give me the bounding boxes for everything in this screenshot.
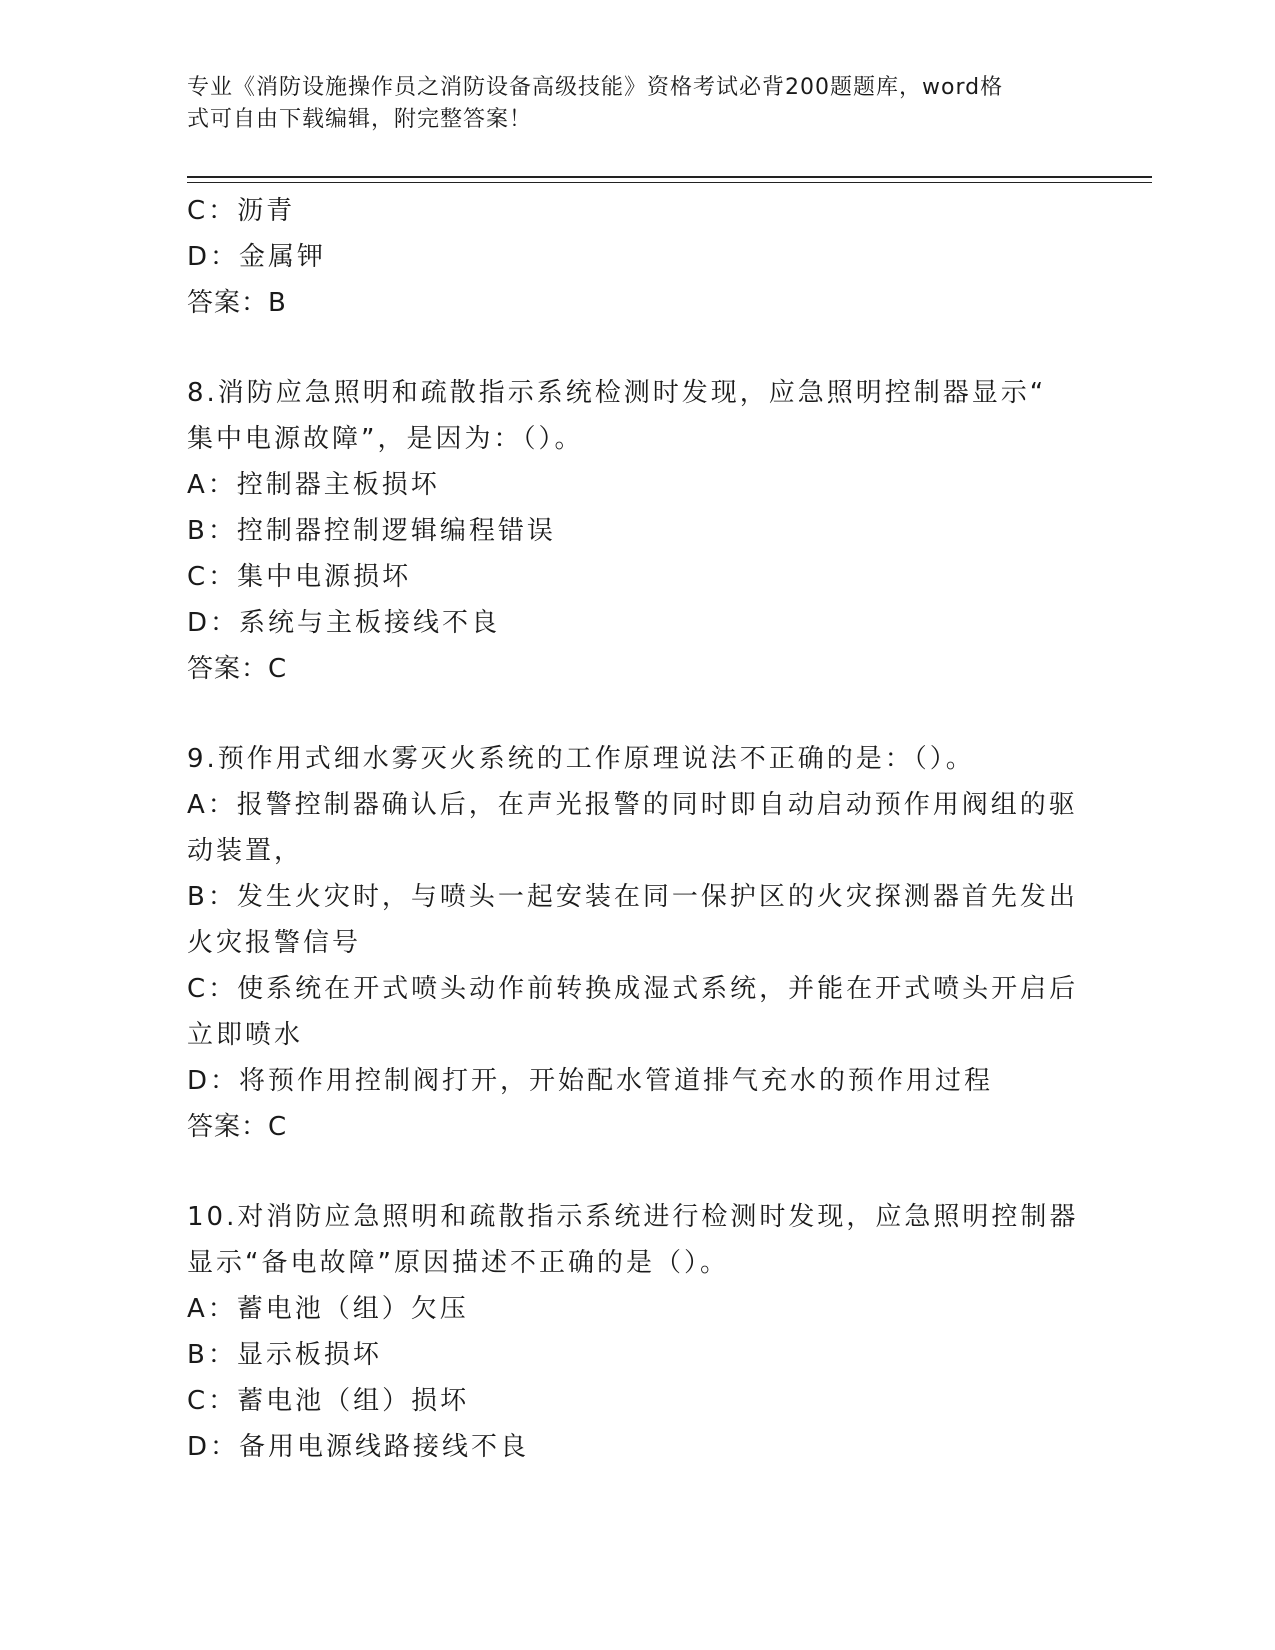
spacer (187, 326, 1087, 370)
answer-line: 答案：B (187, 288, 287, 318)
header-line-1: 专业《消防设施操作员之消防设备高级技能》资格考试必背200题题库，word格 (187, 75, 1004, 100)
option-b: B：显示板损坏 (187, 1340, 382, 1370)
option-line: D：金属钾 (187, 242, 327, 272)
question-9 (187, 736, 1087, 1150)
header-line-2: 式可自由下载编辑，附完整答案！ (187, 107, 533, 132)
question-text-line: 10.对消防应急照明和疏散指示系统进行检测时发现，应急照明控制器 (187, 1202, 1079, 1232)
option-b-continued: 火灾报警信号 (187, 928, 362, 958)
option-c: C：蓄电池（组）损坏 (187, 1386, 470, 1416)
option-a: A：报警控制器确认后，在声光报警的同时即自动启动预作用阀组的驱 (187, 790, 1078, 820)
document-header (187, 72, 1087, 136)
option-a: A：蓄电池（组）欠压 (187, 1294, 469, 1324)
answer-line: 答案：C (187, 654, 288, 684)
answer-line: 答案：C (187, 1112, 288, 1142)
question-text-line: 显示“备电故障”原因描述不正确的是（）。 (187, 1248, 729, 1278)
option-c: C：使系统在开式喷头动作前转换成湿式系统，并能在开式喷头开启后 (187, 974, 1079, 1004)
header-rule-thin (187, 182, 1152, 183)
option-d: D：系统与主板接线不良 (187, 608, 501, 638)
option-a: A：控制器主板损坏 (187, 470, 440, 500)
option-c-continued: 立即喷水 (187, 1020, 304, 1050)
question-7-continuation (187, 188, 1087, 326)
option-b: B：发生火灾时，与喷头一起安装在同一保护区的火灾探测器首先发出 (187, 882, 1078, 912)
question-text-line: 8.消防应急照明和疏散指示系统检测时发现，应急照明控制器显示“ (187, 378, 1047, 408)
option-d: D：将预作用控制阀打开，开始配水管道排气充水的预作用过程 (187, 1066, 994, 1096)
document-body (187, 188, 1087, 1470)
spacer (187, 1150, 1087, 1194)
question-10 (187, 1194, 1087, 1470)
option-b: B：控制器控制逻辑编程错误 (187, 516, 556, 546)
question-text-line: 9.预作用式细水雾灭火系统的工作原理说法不正确的是：（）。 (187, 744, 975, 774)
question-text-line: 集中电源故障”，是因为：（）。 (187, 424, 584, 454)
option-d: D：备用电源线路接线不良 (187, 1432, 530, 1462)
spacer (187, 692, 1087, 736)
option-a-continued: 动装置， (187, 836, 304, 866)
header-rule-thick (187, 176, 1152, 178)
question-8 (187, 370, 1087, 692)
option-line: C：沥青 (187, 196, 296, 226)
option-c: C：集中电源损坏 (187, 562, 412, 592)
